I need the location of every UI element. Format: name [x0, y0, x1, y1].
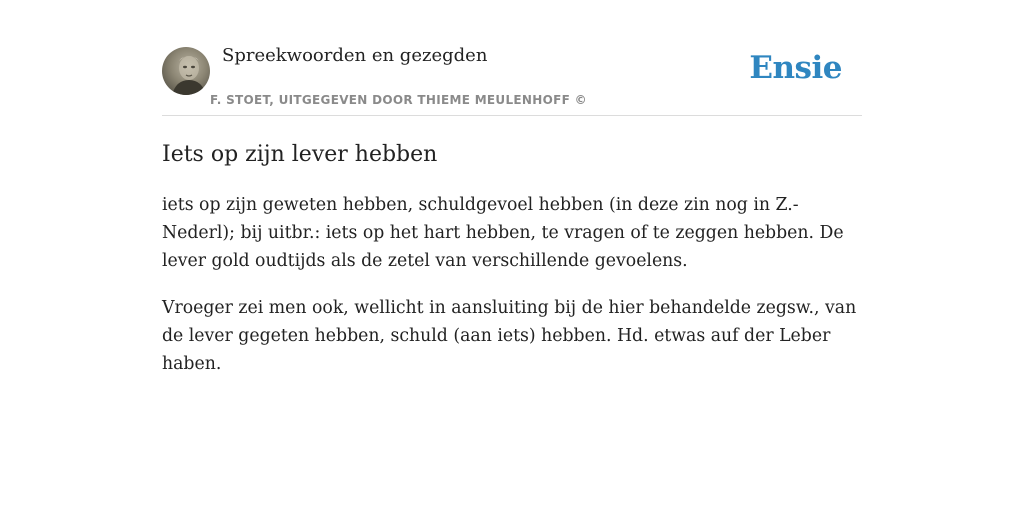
entry-title: Iets op zijn lever hebben: [162, 142, 438, 167]
ensie-logo[interactable]: Ensie: [749, 50, 842, 86]
entry-paragraph: iets op zijn geweten hebben, schuldgevoel hebben (in deze zin nog in Z.-Nederl); bij uitbr.: iets op het hart hebben, te vragen of te zeggen hebben. De lever gold oudtijds als de zetel van verschillende gevoelens.: [162, 195, 844, 271]
portrait-icon: [162, 47, 210, 95]
author-avatar[interactable]: [162, 47, 210, 95]
page: [162, 0, 862, 378]
entry-paragraph: Vroeger zei men ook, wellicht in aansluiting bij de hier behandelde zegsw., van de lever gegeten hebben, schuld (aan iets) hebben. Hd. etwas auf der Leber haben.: [162, 298, 857, 374]
source-title[interactable]: Spreekwoorden en gezegden: [222, 45, 488, 66]
source-credit: F. STOET, UITGEGEVEN DOOR THIEME MEULENHOFF ©: [210, 93, 587, 107]
source-header: [162, 0, 862, 116]
